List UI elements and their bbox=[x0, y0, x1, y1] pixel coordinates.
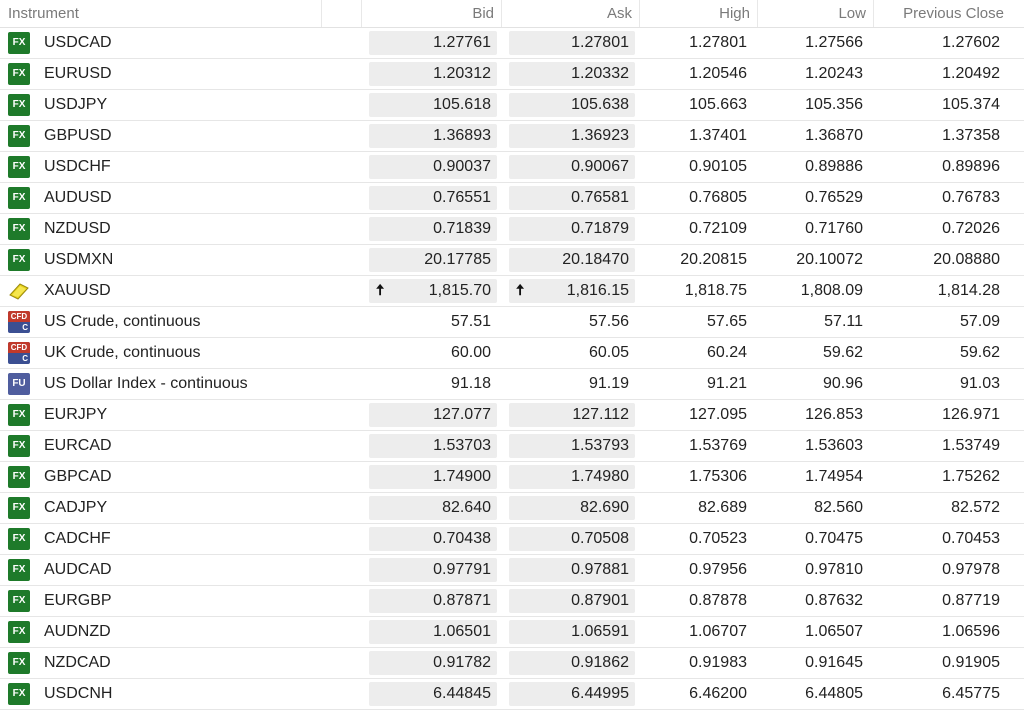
bid-value[interactable]: 127.077 bbox=[433, 406, 491, 423]
table-row[interactable] bbox=[0, 214, 1024, 245]
table-row[interactable] bbox=[0, 307, 1024, 338]
high-value: 1.75306 bbox=[689, 468, 747, 485]
prev-value: 6.45775 bbox=[942, 685, 1000, 702]
bid-value[interactable]: 1,815.70 bbox=[428, 282, 491, 299]
table-row[interactable] bbox=[0, 338, 1024, 369]
fx-icon: FX bbox=[8, 125, 30, 147]
high-value: 1.27801 bbox=[689, 34, 747, 51]
low-value: 1,808.09 bbox=[800, 282, 863, 299]
gold-bar-icon bbox=[8, 280, 30, 302]
grid-header bbox=[0, 0, 1024, 28]
prev-value: 1.37358 bbox=[942, 127, 1000, 144]
table-row[interactable] bbox=[0, 679, 1024, 710]
prev-value: 0.91905 bbox=[942, 654, 1000, 671]
instrument-name: USDMXN bbox=[44, 251, 114, 268]
ask-value[interactable]: 0.90067 bbox=[571, 158, 629, 175]
cfd-icon-sublabel: C bbox=[22, 354, 28, 363]
bid-value[interactable]: 1.20312 bbox=[433, 65, 491, 82]
table-row[interactable] bbox=[0, 152, 1024, 183]
header-previous-close[interactable]: Previous Close bbox=[903, 5, 1004, 22]
table-row[interactable] bbox=[0, 121, 1024, 152]
table-row[interactable] bbox=[0, 493, 1024, 524]
prev-value: 59.62 bbox=[959, 344, 1000, 361]
header-ask[interactable]: Ask bbox=[502, 0, 640, 27]
cfd-icon-label: CFD bbox=[8, 342, 30, 353]
fx-icon: FX bbox=[8, 435, 30, 457]
cfd-icon bbox=[8, 342, 30, 364]
prev-value: 105.374 bbox=[942, 96, 1000, 113]
table-row[interactable] bbox=[0, 276, 1024, 307]
ask-value[interactable]: 105.638 bbox=[571, 96, 629, 113]
low-value: 0.89886 bbox=[805, 158, 863, 175]
fx-icon: FX bbox=[8, 218, 30, 240]
table-row[interactable] bbox=[0, 59, 1024, 90]
instrument-name: GBPUSD bbox=[44, 127, 112, 144]
instrument-name: EURGBP bbox=[44, 592, 112, 609]
fx-icon: FX bbox=[8, 63, 30, 85]
bid-value[interactable]: 0.91782 bbox=[433, 654, 491, 671]
instrument-name: CADCHF bbox=[44, 530, 111, 547]
ask-value[interactable]: 0.87901 bbox=[571, 592, 629, 609]
ask-value[interactable]: 91.19 bbox=[588, 375, 629, 392]
prev-value: 57.09 bbox=[959, 313, 1000, 330]
instrument-name: GBPCAD bbox=[44, 468, 112, 485]
table-row[interactable] bbox=[0, 245, 1024, 276]
instrument-name: USDCNH bbox=[44, 685, 113, 702]
high-value: 57.65 bbox=[706, 313, 747, 330]
high-value: 1.20546 bbox=[689, 65, 747, 82]
price-up-arrow-icon: 🠅 bbox=[376, 282, 385, 299]
ask-value[interactable]: 0.97881 bbox=[571, 561, 629, 578]
bid-value[interactable]: 57.51 bbox=[450, 313, 491, 330]
fx-icon: FX bbox=[8, 559, 30, 581]
high-value: 105.663 bbox=[689, 96, 747, 113]
instrument-name: US Crude, continuous bbox=[44, 313, 201, 330]
fx-icon: FX bbox=[8, 621, 30, 643]
low-value: 1.20243 bbox=[805, 65, 863, 82]
fx-icon: FX bbox=[8, 466, 30, 488]
instrument-name: USDJPY bbox=[44, 96, 108, 113]
header-spacer bbox=[322, 0, 362, 27]
header-low[interactable]: Low bbox=[758, 0, 874, 27]
prev-value: 0.97978 bbox=[942, 561, 1000, 578]
high-value: 0.97956 bbox=[689, 561, 747, 578]
fx-icon: FX bbox=[8, 32, 30, 54]
instrument-name: XAUUSD bbox=[44, 282, 111, 299]
prev-value: 0.76783 bbox=[942, 189, 1000, 206]
high-value: 6.46200 bbox=[689, 685, 747, 702]
prev-value: 0.87719 bbox=[942, 592, 1000, 609]
bid-value[interactable]: 0.70438 bbox=[433, 530, 491, 547]
price-up-arrow-icon: 🠅 bbox=[516, 282, 525, 299]
fx-icon: FX bbox=[8, 652, 30, 674]
low-value: 57.11 bbox=[824, 313, 863, 330]
ask-value[interactable]: 0.71879 bbox=[571, 220, 629, 237]
high-value: 1,818.75 bbox=[684, 282, 747, 299]
prev-value: 20.08880 bbox=[933, 251, 1000, 268]
low-value: 0.97810 bbox=[805, 561, 863, 578]
instrument-name: AUDNZD bbox=[44, 623, 111, 640]
bid-value[interactable]: 20.17785 bbox=[424, 251, 491, 268]
bid-value[interactable]: 1.36893 bbox=[433, 127, 491, 144]
low-value: 126.853 bbox=[805, 406, 863, 423]
header-high[interactable]: High bbox=[640, 0, 758, 27]
bid-value[interactable]: 82.640 bbox=[442, 499, 491, 516]
table-row[interactable] bbox=[0, 183, 1024, 214]
table-row[interactable] bbox=[0, 90, 1024, 121]
ask-value[interactable]: 60.05 bbox=[588, 344, 629, 361]
instrument-name: AUDUSD bbox=[44, 189, 112, 206]
high-value: 1.06707 bbox=[689, 623, 747, 640]
high-value: 91.21 bbox=[706, 375, 747, 392]
bid-value[interactable]: 6.44845 bbox=[433, 685, 491, 702]
high-value: 1.53769 bbox=[689, 437, 747, 454]
table-row[interactable] bbox=[0, 431, 1024, 462]
bid-value[interactable]: 0.71839 bbox=[433, 220, 491, 237]
fx-icon: FX bbox=[8, 249, 30, 271]
prev-value: 1,814.28 bbox=[937, 282, 1000, 299]
high-value: 0.90105 bbox=[689, 158, 747, 175]
high-value: 0.72109 bbox=[689, 220, 747, 237]
instrument-name: NZDUSD bbox=[44, 220, 111, 237]
ask-value[interactable]: 1.74980 bbox=[571, 468, 629, 485]
cfd-icon-label: CFD bbox=[8, 311, 30, 322]
low-value: 20.10072 bbox=[796, 251, 863, 268]
ask-value[interactable]: 6.44995 bbox=[571, 685, 629, 702]
prev-value: 1.27602 bbox=[942, 34, 1000, 51]
high-value: 127.095 bbox=[689, 406, 747, 423]
prev-value: 1.53749 bbox=[942, 437, 1000, 454]
low-value: 105.356 bbox=[805, 96, 863, 113]
bid-value[interactable]: 0.87871 bbox=[433, 592, 491, 609]
grid-body bbox=[0, 28, 1024, 710]
high-value: 1.37401 bbox=[689, 127, 747, 144]
instrument-name: EURCAD bbox=[44, 437, 112, 454]
high-value: 0.76805 bbox=[689, 189, 747, 206]
prev-value: 0.89896 bbox=[942, 158, 1000, 175]
ask-value[interactable]: 0.91862 bbox=[571, 654, 629, 671]
low-value: 6.44805 bbox=[805, 685, 863, 702]
prev-value: 0.70453 bbox=[942, 530, 1000, 547]
bid-value[interactable]: 0.76551 bbox=[433, 189, 491, 206]
table-row[interactable] bbox=[0, 369, 1024, 400]
fx-icon: FX bbox=[8, 404, 30, 426]
ask-value[interactable]: 127.112 bbox=[572, 406, 629, 423]
prev-value: 1.75262 bbox=[942, 468, 1000, 485]
low-value: 1.53603 bbox=[805, 437, 863, 454]
instrument-name: US Dollar Index - continuous bbox=[44, 375, 248, 392]
header-bid[interactable]: Bid bbox=[362, 0, 502, 27]
prev-value: 1.06596 bbox=[942, 623, 1000, 640]
prev-value: 0.72026 bbox=[942, 220, 1000, 237]
fx-icon: FX bbox=[8, 187, 30, 209]
table-row[interactable] bbox=[0, 617, 1024, 648]
instrument-name: EURJPY bbox=[44, 406, 108, 423]
header-instrument[interactable]: Instrument bbox=[0, 0, 322, 27]
prev-value: 91.03 bbox=[959, 375, 1000, 392]
prev-value: 82.572 bbox=[951, 499, 1000, 516]
fx-icon: FX bbox=[8, 590, 30, 612]
futures-icon: FU bbox=[8, 373, 30, 395]
table-row[interactable] bbox=[0, 524, 1024, 555]
high-value: 0.70523 bbox=[689, 530, 747, 547]
instrument-name: AUDCAD bbox=[44, 561, 112, 578]
high-value: 20.20815 bbox=[680, 251, 747, 268]
fx-icon: FX bbox=[8, 497, 30, 519]
bid-value[interactable]: 105.618 bbox=[433, 96, 491, 113]
high-value: 60.24 bbox=[706, 344, 747, 361]
bid-value[interactable]: 1.74900 bbox=[433, 468, 491, 485]
low-value: 1.36870 bbox=[805, 127, 863, 144]
bid-value[interactable]: 0.97791 bbox=[433, 561, 491, 578]
instrument-name: NZDCAD bbox=[44, 654, 111, 671]
cfd-icon bbox=[8, 311, 30, 333]
low-value: 1.27566 bbox=[805, 34, 863, 51]
instrument-name: UK Crude, continuous bbox=[44, 344, 201, 361]
ask-value[interactable]: 20.18470 bbox=[562, 251, 629, 268]
bid-value[interactable]: 60.00 bbox=[450, 344, 491, 361]
low-value: 0.87632 bbox=[805, 592, 863, 609]
bid-value[interactable]: 1.27761 bbox=[433, 34, 491, 51]
ask-value[interactable]: 1.06591 bbox=[571, 623, 629, 640]
ask-value[interactable]: 1.36923 bbox=[571, 127, 629, 144]
ask-value[interactable]: 1.20332 bbox=[571, 65, 629, 82]
bid-value[interactable]: 91.18 bbox=[450, 375, 491, 392]
low-value: 90.96 bbox=[822, 375, 863, 392]
low-value: 0.91645 bbox=[805, 654, 863, 671]
low-value: 0.71760 bbox=[805, 220, 863, 237]
low-value: 82.560 bbox=[814, 499, 863, 516]
bid-value[interactable]: 0.90037 bbox=[433, 158, 491, 175]
low-value: 1.06507 bbox=[805, 623, 863, 640]
fx-icon: FX bbox=[8, 528, 30, 550]
prev-value: 1.20492 bbox=[942, 65, 1000, 82]
instrument-name: USDCHF bbox=[44, 158, 111, 175]
ask-value[interactable]: 0.70508 bbox=[571, 530, 629, 547]
ask-value[interactable]: 1.27801 bbox=[571, 34, 629, 51]
table-row[interactable] bbox=[0, 648, 1024, 679]
bid-value[interactable]: 1.06501 bbox=[433, 623, 491, 640]
low-value: 59.62 bbox=[822, 344, 863, 361]
prev-value: 126.971 bbox=[942, 406, 1000, 423]
ask-value[interactable]: 1.53793 bbox=[571, 437, 629, 454]
table-row[interactable] bbox=[0, 586, 1024, 617]
instrument-name: EURUSD bbox=[44, 65, 112, 82]
ask-value[interactable]: 1,816.15 bbox=[566, 282, 629, 299]
low-value: 0.70475 bbox=[805, 530, 863, 547]
table-row[interactable] bbox=[0, 28, 1024, 59]
low-value: 0.76529 bbox=[805, 189, 863, 206]
table-row[interactable] bbox=[0, 400, 1024, 431]
high-value: 82.689 bbox=[698, 499, 747, 516]
ask-value[interactable]: 0.76581 bbox=[571, 189, 629, 206]
ask-value[interactable]: 57.56 bbox=[588, 313, 629, 330]
cfd-icon-sublabel: C bbox=[22, 323, 28, 332]
table-row[interactable] bbox=[0, 462, 1024, 493]
high-value: 0.91983 bbox=[689, 654, 747, 671]
high-value: 0.87878 bbox=[689, 592, 747, 609]
fx-icon: FX bbox=[8, 156, 30, 178]
instrument-name: USDCAD bbox=[44, 34, 112, 51]
instrument-name: CADJPY bbox=[44, 499, 108, 516]
table-row[interactable] bbox=[0, 555, 1024, 586]
ask-value[interactable]: 82.690 bbox=[580, 499, 629, 516]
fx-icon: FX bbox=[8, 683, 30, 705]
low-value: 1.74954 bbox=[805, 468, 863, 485]
bid-value[interactable]: 1.53703 bbox=[433, 437, 491, 454]
fx-icon: FX bbox=[8, 94, 30, 116]
